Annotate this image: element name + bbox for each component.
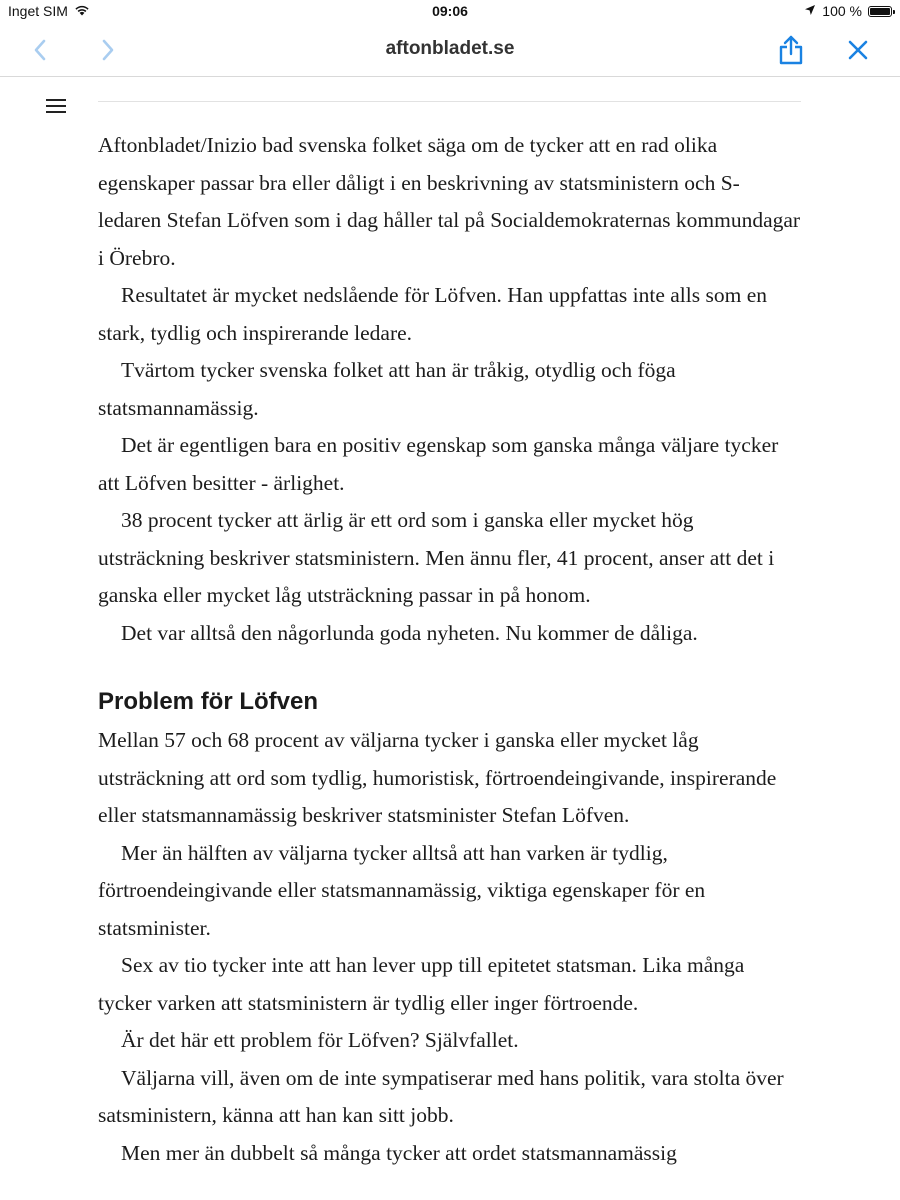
article-paragraph: Tvärtom tycker svenska folket att han är tråkig, otydlig och föga statsmannamässig. (98, 358, 676, 420)
article-paragraph: Resultatet är mycket nedslående för Löfven. Han uppfattas inte alls som en stark, tydlig och inspirerande ledare. (98, 283, 767, 345)
browser-toolbar (0, 24, 900, 77)
status-right (804, 3, 892, 19)
article-paragraph: Sex av tio tycker inte att han lever upp till epitetet statsman. Lika många tycker varken att statsministern är tydlig eller inger förtroende. (98, 953, 745, 1015)
battery-percent: 100 % (822, 3, 862, 19)
article-body (98, 127, 803, 1172)
status-time: 09:06 (432, 3, 468, 19)
url-label[interactable]: aftonbladet.se (385, 38, 515, 59)
location-arrow-icon (804, 3, 816, 19)
divider (98, 101, 801, 102)
status-bar (0, 0, 900, 24)
menu-icon[interactable] (46, 95, 68, 115)
section-heading: Problem för Löfven (98, 688, 319, 715)
battery-icon (868, 6, 892, 17)
article-paragraph: Väljarna vill, även om de inte sympatiserar med hans politik, vara stolta över satsministern, känna att han kan sitt jobb. (98, 1065, 784, 1127)
article-paragraph: Men mer än dubbelt så många tycker att ordet statsmannamässig (121, 1140, 677, 1165)
article-paragraph: Det är egentligen bara en positiv egenskap som ganska många väljare tycker att Löfven besitter - ärlighet. (98, 433, 779, 495)
article-paragraph: Aftonbladet/Inizio bad svenska folket säga om de tycker att en rad olika egenskaper passar bra eller dåligt i en beskrivning av statsministern och S-ledaren Stefan Löfven som i dag håller tal på Socialdemokraternas kommundagar i Örebro. (98, 133, 801, 270)
article-paragraph: Det var alltså den någorlunda goda nyheten. Nu kommer de dåliga. (121, 620, 698, 645)
carrier-label: Inget SIM (8, 3, 68, 19)
share-icon (778, 35, 804, 65)
article-paragraph: 38 procent tycker att ärlig är ett ord som i ganska eller mycket hög utsträckning beskriver statsministern. Men ännu fler, 41 procent, anser att det i ganska eller mycket låg utsträckning passar in på honom. (98, 508, 775, 607)
battery-level (870, 8, 890, 15)
close-icon (847, 39, 869, 61)
article-paragraph: Mellan 57 och 68 procent av väljarna tycker i ganska eller mycket låg utsträckning att ord som tydlig, humoristisk, förtroendeingivande, inspirerande eller statsmannamässig beskriver statsminister Stefan Löfven. (98, 728, 777, 827)
share-button[interactable] (775, 34, 807, 66)
close-button[interactable] (842, 34, 874, 66)
article-paragraph: Är det här ett problem för Löfven? Självfallet. (121, 1028, 519, 1052)
article-paragraph: Mer än hälften av väljarna tycker alltså att han varken är tydlig, förtroendeingivande eller statsmannamässig, viktiga egenskaper för en statsminister. (98, 840, 706, 940)
